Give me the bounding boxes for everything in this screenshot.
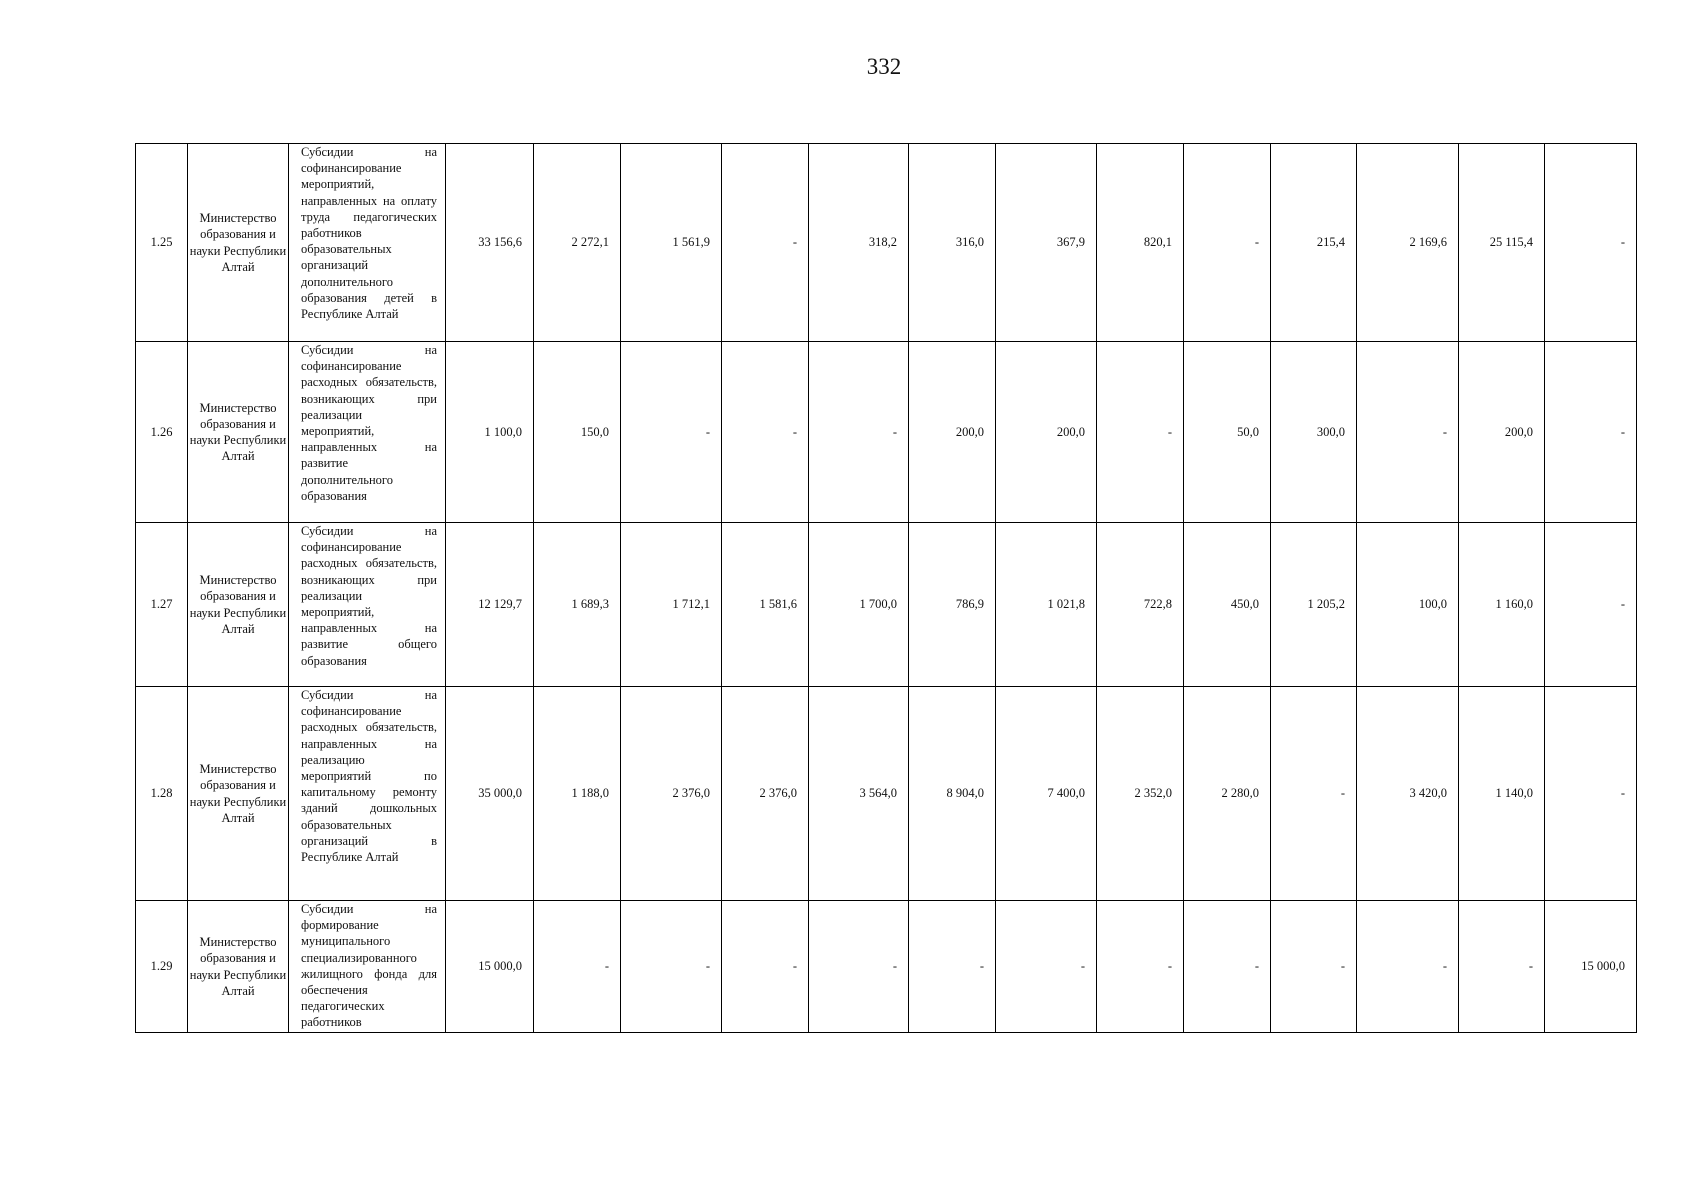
table-row-1-25	[136, 144, 1637, 342]
value-cell: 1 188,0	[534, 687, 621, 901]
total-value: 12 129,7	[446, 523, 534, 687]
value-cell: -	[1271, 901, 1357, 1033]
value-cell: 150,0	[534, 342, 621, 523]
value-cell: 7 400,0	[996, 687, 1097, 901]
value-cell: -	[1357, 901, 1459, 1033]
value-cell: 2 280,0	[1184, 687, 1271, 901]
value-cell: -	[1545, 523, 1637, 687]
table-row-1-28	[136, 687, 1637, 901]
value-cell: 3 420,0	[1357, 687, 1459, 901]
value-cell: -	[1184, 144, 1271, 342]
value-cell: 50,0	[1184, 342, 1271, 523]
value-cell: 722,8	[1097, 523, 1184, 687]
description-cell: Субсидии на формирование муниципального специализированного жилищного фонда для обеспечения педагогических работников	[289, 901, 446, 1033]
budget-table	[135, 143, 1637, 1033]
value-cell: 2 376,0	[722, 687, 809, 901]
value-cell: 1 712,1	[621, 523, 722, 687]
ministry-cell: Министерство образования и науки Республики Алтай	[188, 342, 289, 523]
value-cell: 2 169,6	[1357, 144, 1459, 342]
value-cell: 300,0	[1271, 342, 1357, 523]
ministry-cell: Министерство образования и науки Республики Алтай	[188, 687, 289, 901]
page-number: 332	[866, 54, 902, 79]
ministry-cell: Министерство образования и науки Республики Алтай	[188, 523, 289, 687]
description-cell: Субсидии на софинансирование расходных обязательств, возникающих при реализации мероприятий, направленных на развитие дополнительного образования	[289, 342, 446, 523]
value-cell: -	[909, 901, 996, 1033]
value-cell: 2 376,0	[621, 687, 722, 901]
value-cell: 200,0	[909, 342, 996, 523]
value-cell: 1 140,0	[1459, 687, 1545, 901]
value-cell: 367,9	[996, 144, 1097, 342]
total-value: 1 100,0	[446, 342, 534, 523]
row-number: 1.28	[136, 687, 188, 901]
value-cell: -	[1545, 144, 1637, 342]
value-cell: 1 700,0	[809, 523, 909, 687]
value-cell: 1 160,0	[1459, 523, 1545, 687]
value-cell: -	[996, 901, 1097, 1033]
value-cell: -	[1184, 901, 1271, 1033]
value-cell: 318,2	[809, 144, 909, 342]
total-value: 15 000,0	[446, 901, 534, 1033]
row-number: 1.27	[136, 523, 188, 687]
value-cell: -	[1459, 901, 1545, 1033]
value-cell: 786,9	[909, 523, 996, 687]
table-row-1-26	[136, 342, 1637, 523]
value-cell: -	[1271, 687, 1357, 901]
value-cell: -	[1545, 687, 1637, 901]
value-cell: -	[621, 901, 722, 1033]
total-value: 35 000,0	[446, 687, 534, 901]
value-cell: 1 689,3	[534, 523, 621, 687]
value-cell: -	[1097, 901, 1184, 1033]
value-cell: -	[1545, 342, 1637, 523]
value-cell: -	[621, 342, 722, 523]
value-cell: 2 352,0	[1097, 687, 1184, 901]
value-cell: 1 021,8	[996, 523, 1097, 687]
value-cell: -	[722, 144, 809, 342]
value-cell: 1 205,2	[1271, 523, 1357, 687]
value-cell: -	[1357, 342, 1459, 523]
value-cell: 820,1	[1097, 144, 1184, 342]
value-cell: 3 564,0	[809, 687, 909, 901]
value-cell: 316,0	[909, 144, 996, 342]
row-number: 1.26	[136, 342, 188, 523]
value-cell: 200,0	[1459, 342, 1545, 523]
description-cell: Субсидии на софинансирование расходных обязательств, возникающих при реализации мероприятий, направленных на развитие общего образования	[289, 523, 446, 687]
value-cell: -	[534, 901, 621, 1033]
total-value: 33 156,6	[446, 144, 534, 342]
value-cell: -	[722, 342, 809, 523]
value-cell: -	[722, 901, 809, 1033]
value-cell: 15 000,0	[1545, 901, 1637, 1033]
value-cell: 25 115,4	[1459, 144, 1545, 342]
table-row-1-29	[136, 901, 1637, 1033]
value-cell: 8 904,0	[909, 687, 996, 901]
value-cell: 2 272,1	[534, 144, 621, 342]
value-cell: 450,0	[1184, 523, 1271, 687]
value-cell: -	[809, 342, 909, 523]
ministry-cell: Министерство образования и науки Республики Алтай	[188, 901, 289, 1033]
value-cell: 200,0	[996, 342, 1097, 523]
row-number: 1.25	[136, 144, 188, 342]
value-cell: 215,4	[1271, 144, 1357, 342]
description-cell: Субсидии на софинансирование расходных обязательств, направленных на реализацию мероприятий по капитальному ремонту зданий дошкольных образовательных организаций в Республике Алтай	[289, 687, 446, 901]
value-cell: 1 581,6	[722, 523, 809, 687]
description-cell: Субсидии на софинансирование мероприятий, направленных на оплату труда педагогических работников образовательных организаций дополнительного образования детей в Республике Алтай	[289, 144, 446, 342]
ministry-cell: Министерство образования и науки Республики Алтай	[188, 144, 289, 342]
value-cell: -	[1097, 342, 1184, 523]
value-cell: -	[809, 901, 909, 1033]
table-row-1-27	[136, 523, 1637, 687]
value-cell: 100,0	[1357, 523, 1459, 687]
row-number: 1.29	[136, 901, 188, 1033]
value-cell: 1 561,9	[621, 144, 722, 342]
